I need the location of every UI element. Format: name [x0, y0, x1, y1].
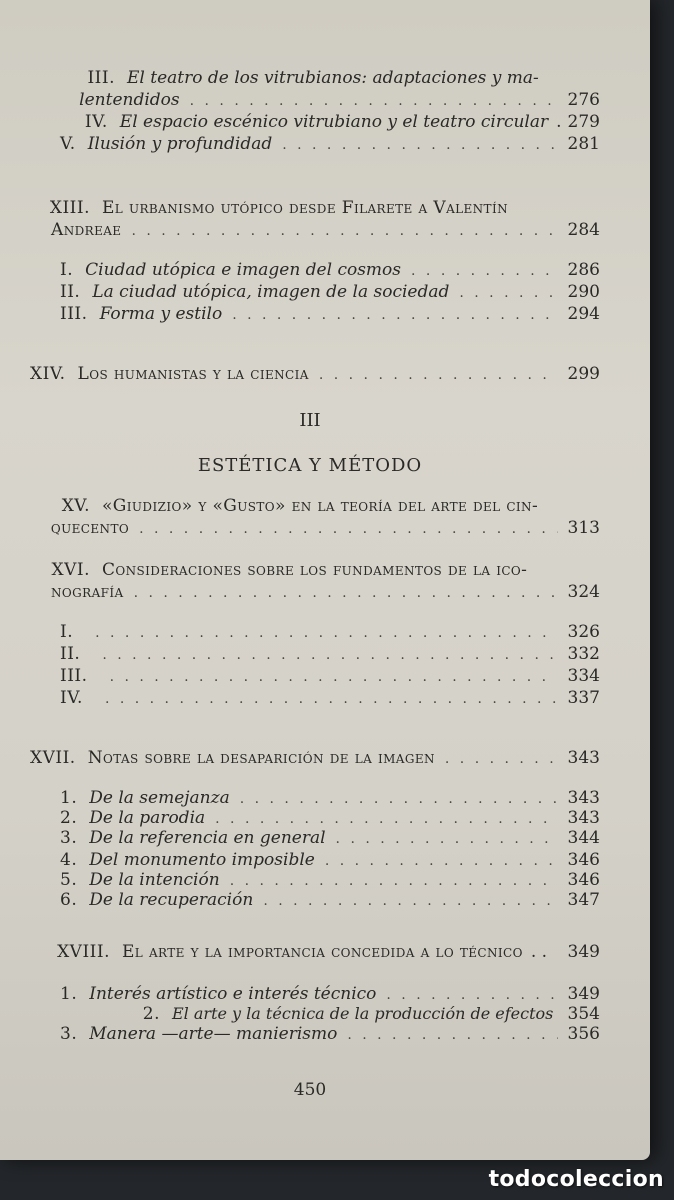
trail-dots: . . [530, 942, 548, 962]
dot-leader [105, 691, 558, 707]
toc-entry-xvii-6 [60, 890, 600, 914]
entry-number: 1. [60, 788, 78, 808]
toc-entry-xvi-iii [60, 666, 600, 690]
page-number: 356 [567, 1024, 600, 1044]
entry-number: 3. [60, 1024, 78, 1044]
page-number: 344 [567, 828, 600, 848]
chapter-number: XIII. [49, 198, 90, 218]
dot-leader [232, 307, 557, 323]
chapter-title: El urbanismo utópico desde Filarete a Valentín [102, 198, 509, 218]
dot-leader [240, 791, 558, 807]
entry-title: El arte y la técnica de la producción de efectos [172, 1004, 554, 1023]
chapter-title-cont: quecento [50, 518, 130, 538]
page-number: 349 [567, 942, 600, 962]
dot-leader [230, 873, 558, 889]
chapter-number: XIV. [30, 364, 66, 384]
toc-entry-iii-teatro-line1 [60, 68, 600, 92]
page-number: 294 [567, 304, 600, 324]
entry-title: La ciudad utópica, imagen de la sociedad [92, 282, 450, 302]
toc-entry-xiii-iii [60, 304, 600, 328]
entry-number: IV. [84, 112, 108, 132]
dot-leader [263, 893, 557, 909]
toc-chapter-xv-line1 [30, 496, 600, 520]
toc-chapter-xiii-line1 [30, 198, 600, 222]
entry-number: 4. [60, 850, 78, 870]
dot-leader [411, 263, 558, 279]
toc-entry-xviii-3 [60, 1024, 600, 1048]
entry-number: IV. [60, 688, 83, 708]
watermark-logo: todocoleccion [488, 1167, 664, 1192]
chapter-title: Notas sobre la desaparición de la imagen [87, 748, 435, 768]
entry-number: III. [60, 304, 88, 324]
page-number: 343 [567, 808, 600, 828]
toc-entry-xvi-i [60, 622, 600, 646]
page-number: 354 [567, 1004, 600, 1024]
entry-title: Manera —arte— manierismo [89, 1024, 338, 1044]
page-number: 284 [567, 220, 600, 240]
dot-leader [347, 1027, 557, 1043]
page-number: 326 [567, 622, 600, 642]
toc-chapter-xiii-line2 [30, 220, 600, 244]
toc-chapter-xv-line2 [30, 518, 600, 542]
page-number: 281 [567, 134, 600, 154]
dot-leader [190, 93, 558, 109]
entry-title: De la referencia en general [89, 828, 326, 848]
entry-number: II. [60, 282, 81, 302]
toc-entry-xvi-ii [60, 644, 600, 668]
dot-leader [139, 521, 557, 537]
dot-leader [95, 625, 557, 641]
chapter-title: «Giudizio» y «Gusto» en la teoría del arte del cin- [102, 496, 539, 516]
page-number: 343 [567, 748, 600, 768]
page-number: 347 [567, 890, 600, 910]
dot-leader [336, 831, 558, 847]
chapter-number: XV. [61, 496, 90, 516]
chapter-title: Los humanistas y la ciencia [77, 364, 309, 384]
page-number: 337 [567, 688, 600, 708]
page-number: 324 [567, 582, 600, 602]
entry-number: I. [60, 260, 74, 280]
dot-leader [386, 987, 557, 1003]
part-numeral: III [299, 410, 321, 431]
entry-number: 1. [60, 984, 78, 1004]
entry-title-cont: lentendidos [79, 90, 180, 110]
toc-chapter-xviii [30, 942, 600, 966]
entry-title: Del monumento imposible [89, 850, 315, 870]
dot-leader [102, 647, 557, 663]
chapter-title-cont: nografía [51, 582, 124, 602]
entry-number: II. [60, 644, 81, 664]
chapter-number: XVII. [30, 748, 76, 768]
entry-title: El teatro de los vitrubianos: adaptaciones y ma- [127, 68, 539, 88]
entry-number: III. [87, 68, 115, 88]
entry-title: El espacio escénico vitrubiano y el teatro circular [119, 112, 549, 132]
entry-number: 3. [60, 828, 78, 848]
dot-leader [319, 367, 558, 383]
part-title: ESTÉTICA Y MÉTODO [197, 455, 423, 476]
toc-chapter-xvi-line1 [30, 560, 600, 584]
page-number: 286 [567, 260, 600, 280]
dot-leader [325, 853, 558, 869]
entry-title: De la parodia [89, 808, 206, 828]
entry-title: Ilusión y profundidad [87, 134, 273, 154]
toc-entry-xiii-ii [60, 282, 600, 306]
page-number: 334 [567, 666, 600, 686]
dot-leader [110, 669, 558, 685]
toc-chapter-xvi-line2 [30, 582, 600, 606]
toc-chapter-xvii [30, 748, 600, 772]
toc-chapter-xiv [30, 364, 600, 388]
entry-title: Interés artístico e interés técnico [89, 984, 377, 1004]
toc-entry-iv-espacio [60, 112, 600, 136]
dot-leader [215, 811, 557, 827]
chapter-number: XVI. [51, 560, 90, 580]
chapter-title: El arte y la importancia concedida a lo técnico [122, 942, 523, 962]
page-number: 313 [567, 518, 600, 538]
dot-leader [445, 751, 558, 767]
toc-entry-iii-teatro-line2 [60, 90, 600, 114]
entry-number: 2. [60, 808, 78, 828]
entry-title: Ciudad utópica e imagen del cosmos [85, 260, 402, 280]
dot-leader [282, 137, 557, 153]
chapter-title-cont: Andreae [51, 220, 122, 240]
entry-number: 6. [60, 890, 78, 910]
toc-entry-xvii-3 [60, 828, 600, 852]
entry-number: III. [60, 666, 88, 686]
trail-dot: . [556, 112, 562, 132]
entry-number: V. [60, 134, 76, 154]
toc-entry-xiii-i [60, 260, 600, 284]
page-number: 346 [567, 870, 600, 890]
entry-number: I. [60, 622, 74, 642]
page-number: 276 [567, 90, 600, 110]
page-number: 332 [567, 644, 600, 664]
dot-leader [131, 223, 557, 239]
page-number: 279 [567, 112, 600, 132]
page-number: 299 [567, 364, 600, 384]
entry-title: De la recuperación [89, 890, 254, 910]
entry-title: De la semejanza [89, 788, 230, 808]
entry-number: 5. [60, 870, 78, 890]
chapter-number: XVIII. [57, 942, 110, 962]
page-folio: 450 [293, 1080, 327, 1100]
page-number: 346 [567, 850, 600, 870]
page-number: 290 [567, 282, 600, 302]
entry-number: 2. [142, 1004, 160, 1024]
entry-title: De la intención [89, 870, 220, 890]
chapter-title: Consideraciones sobre los fundamentos de la ico- [102, 560, 528, 580]
page-number: 343 [567, 788, 600, 808]
page-number: 349 [567, 984, 600, 1004]
entry-title: Forma y estilo [99, 304, 223, 324]
dot-leader [134, 585, 558, 601]
toc-entry-xvi-iv [60, 688, 600, 712]
dot-leader [459, 285, 557, 301]
toc-entry-v-ilusion [60, 134, 600, 158]
